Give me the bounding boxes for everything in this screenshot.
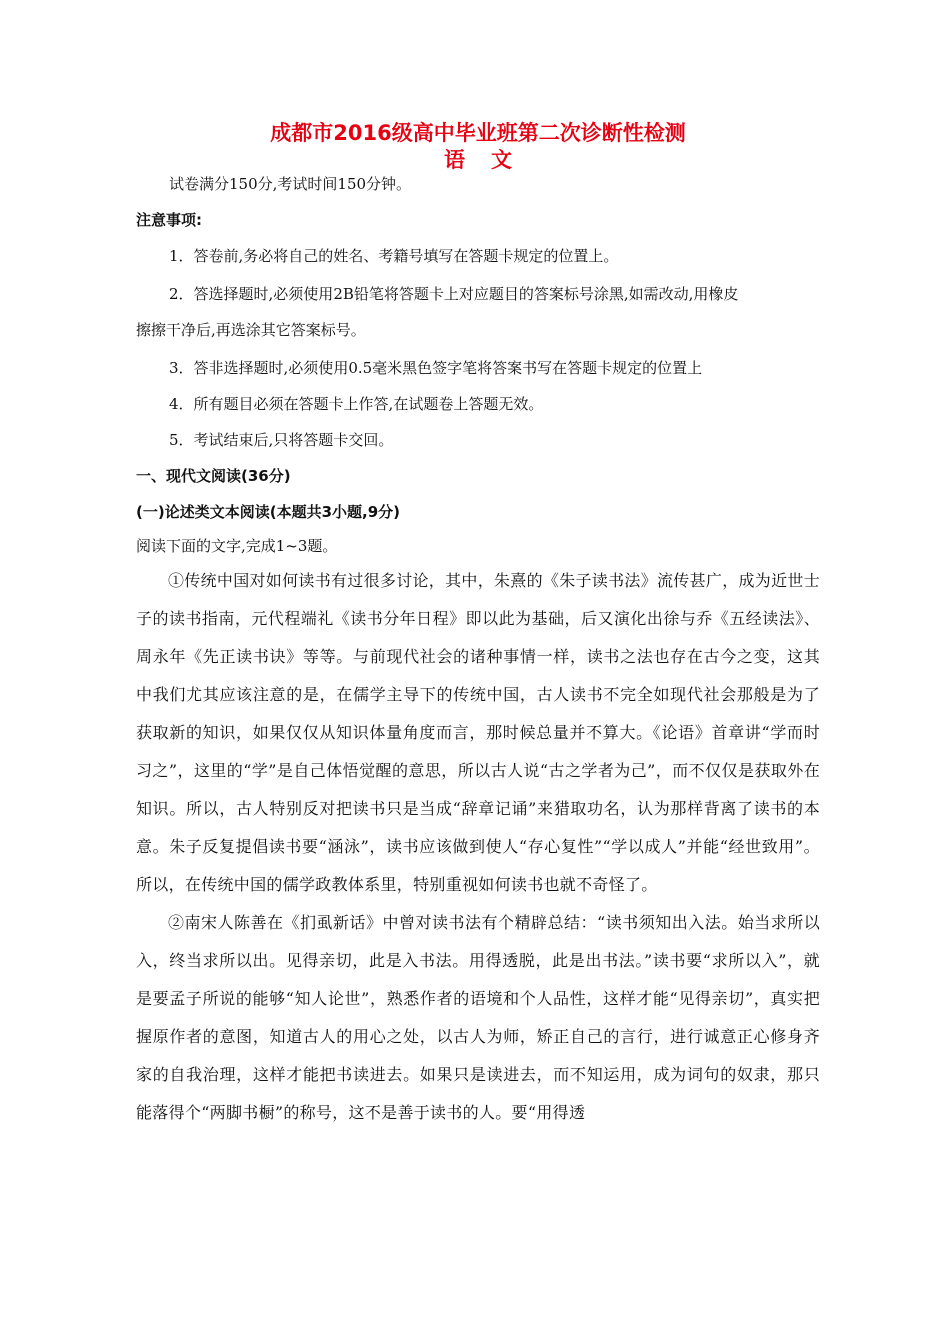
notice-item: 1．答卷前,务必将自己的姓名、考籍号填写在答题卡规定的位置上。 [169, 247, 619, 265]
subsection-heading: (一)论述类文本阅读(本题共3小题,9分) [136, 503, 400, 521]
notice-item: 4．所有题目必须在答题卡上作答,在试题卷上答题无效。 [169, 395, 544, 413]
instruction-text: 阅读下面的文字,完成1~3题。 [136, 537, 338, 555]
section-heading: 一、现代文阅读(36分) [136, 467, 291, 485]
notice-list [136, 246, 820, 450]
notice-heading: 注意事项: [136, 211, 202, 229]
exam-info: 试卷满分150分,考试时间150分钟。 [169, 175, 412, 193]
notice-item: 5．考试结束后,只将答题卡交回。 [169, 431, 394, 449]
document-title: 成都市2016级高中毕业班第二次诊断性检测 [270, 121, 686, 145]
document-subtitle: 语文 [444, 148, 538, 172]
notice-item-continuation: 擦擦干净后,再选涂其它答案标号。 [136, 321, 366, 339]
passage-paragraph-1: ①传统中国对如何读书有过很多讨论，其中，朱熹的《朱子读书法》流传甚广，成为近世士子的读书指南，元代程端礼《读书分年日程》即以此为基础，后又演化出徐与乔《五经读法》、周永年《先正读书诀》等等。与前现代社会的诸种事情一样，读书之法也存在古今之变，这其中我们尤其应该注意的是，在儒学主导下的传统中国，古人读书不完全如现代社会那般是为了获取新的知识，如果仅仅从知识体量角度而言，那时候总量并不算大。《论语》首章讲“学而时习之”，这里的“学”是自己体悟觉醒的意思，所以古人说“古之学者为己”，而不仅仅是获取外在知识。所以，古人特别反对把读书只是当成“辞章记诵”来猎取功名，认为那样背离了读书的本意。朱子反复提倡读书要“涵泳”，读书应该做到使人“存心复性”“学以成人”并能“经世致用”。所以，在传统中国的儒学政教体系里，特别重视如何读书也就不奇怪了。 [136, 571, 821, 894]
passage-paragraph-2: ②南宋人陈善在《扪虱新话》中曾对读书法有个精辟总结：“读书须知出入法。始当求所以入，终当求所以出。见得亲切，此是入书法。用得透脱，此是出书法。”读书要“求所以入”，就是要孟子所说的能够“知人论世”，熟悉作者的语境和个人品性，这样才能“见得亲切”，真实把握原作者的意图，知道古人的用心之处，以古人为师，矫正自己的言行，进行诚意正心修身齐家的自我治理，这样才能把书读进去。如果只是读进去，而不知运用，成为词句的奴隶，那只能落得个“两脚书橱”的称号，这不是善于读书的人。要“用得透 [136, 913, 820, 1122]
notice-item: 2．答选择题时,必须使用2B铅笔将答题卡上对应题目的答案标号涂黑,如需改动,用橡皮 [169, 285, 739, 303]
notice-item: 3．答非选择题时,必须使用0.5毫米黑色签字笔将答案书写在答题卡规定的位置上 [169, 359, 703, 377]
